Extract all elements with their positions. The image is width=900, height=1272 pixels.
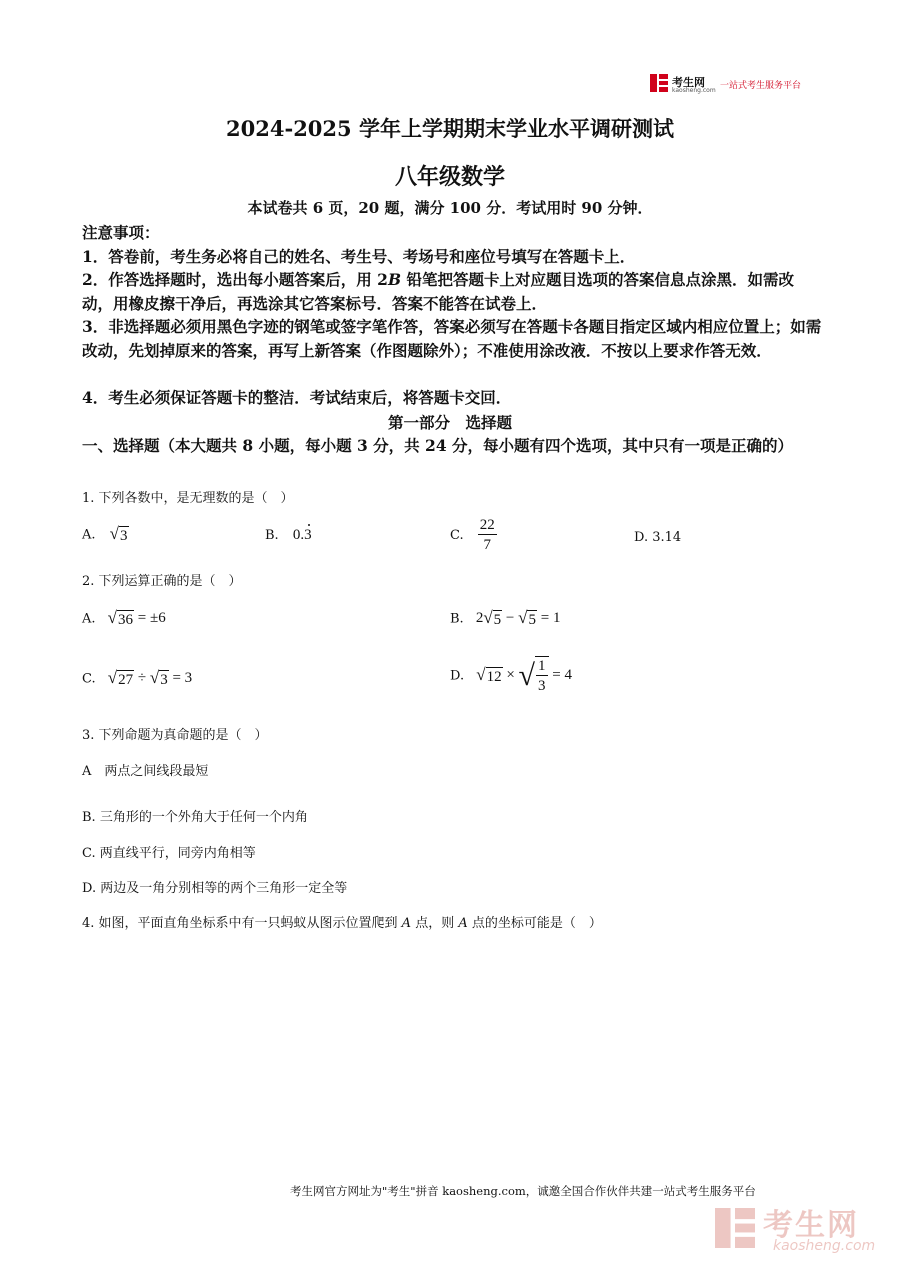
kaosheng-logo-icon: [650, 74, 668, 92]
sqrt-icon: √: [149, 668, 160, 687]
q2-a-radical: [108, 609, 134, 629]
note-2-pencil-letter: B: [387, 270, 402, 289]
note-3: 3．非选择题必须用黑色字迹的钢笔或签字笔作答，答案必须写在答题卡各题目指定区域内相应位置上；如需改动，先划掉原来的答案，再写上新答案（作图题除外）；不准使用涂改液．不按以上要求作答无效．: [82, 317, 822, 360]
q2-c-expr: [108, 670, 192, 686]
note-2-part-a: 2．作答选择题时，选出每小题答案后，用 2: [82, 270, 388, 289]
watermark: [715, 1200, 885, 1256]
q2-d-radicand: 12: [486, 669, 502, 685]
q2-d-times: ×: [502, 667, 519, 684]
q2-option-d: [450, 655, 572, 697]
q1-option-c: [450, 516, 497, 555]
logo-name: 考生网: [672, 76, 705, 89]
q1-stem: 1. 下列各数中，是无理数的是（ ）: [82, 491, 294, 506]
q2-d-frac-radicand: [535, 656, 549, 697]
q3-option-a: A 两点之间线段最短: [82, 764, 209, 779]
q2-c-radicand-2: 3: [160, 672, 168, 688]
note-4: 4．考生必须保证答题卡的整洁．考试结束后，将答题卡交回．: [82, 388, 512, 407]
q4-point-a-2: A: [458, 916, 468, 931]
q2-d-radical: [476, 666, 502, 686]
notes-heading: 注意事项：: [82, 223, 160, 242]
q1-option-d: D. 3.14: [634, 530, 682, 545]
q1-c-label: C.: [450, 528, 464, 543]
sqrt-icon: √: [107, 608, 118, 627]
q2-d-frac-radical: [519, 655, 549, 697]
kaosheng-watermark-icon: [715, 1206, 755, 1250]
q2-c-radical-2: [150, 669, 169, 689]
q4-text-1: 4. 如图，平面直角坐标系中有一只蚂蚁从图示位置爬到: [82, 916, 402, 931]
logo-url: kaosheng.com: [672, 87, 716, 94]
q2-b-label: B.: [450, 611, 464, 627]
note-2-part-c: 铅笔把答题卡上对应题目选项的答案信息点涂黑．如需改动，用橡皮擦干净后，再选涂其它答案标号．答案不能答在试卷上．: [82, 270, 794, 313]
exam-title: 2024-2025 学年上学期期末学业水平调研测试: [226, 116, 674, 141]
note-1: 1．答卷前，考生务必将自己的姓名、考生号、考场号和座位号填写在答题卡上．: [82, 247, 636, 266]
q2-c-div: ÷: [134, 670, 150, 687]
q2-b-minus: −: [502, 610, 519, 627]
q3-option-c: C. 两直线平行，同旁内角相等: [82, 846, 256, 861]
q1-b-int: 0.: [292, 527, 305, 543]
sqrt-icon: √: [518, 608, 528, 627]
footer-text: 考生网官方网址为"考生"拼音 kaosheng.com，诚邀全国合作伙伴共建一站式考生服务平台: [290, 1184, 756, 1198]
q1-c-numerator: 22: [479, 517, 495, 533]
q2-b-rest: = 1: [536, 610, 561, 627]
q2-d-expr: [476, 658, 572, 694]
q2-option-c: [82, 669, 192, 689]
q2-a-label: A.: [82, 611, 96, 627]
q1-a-radicand: 3: [120, 528, 128, 544]
logo-slogan: 一站式考生服务平台: [720, 81, 802, 91]
watermark-url: kaosheng.com: [773, 1238, 876, 1254]
q2-b-radicand-2: 5: [528, 612, 536, 628]
sqrt-icon: √: [107, 668, 118, 687]
part-1-heading: 第一部分 选择题: [387, 413, 512, 432]
q1-option-b: [265, 527, 312, 544]
watermark-name: 考生网: [763, 1208, 859, 1243]
q3-stem: 3. 下列命题为真命题的是（ ）: [82, 728, 268, 743]
q2-d-label: D.: [450, 668, 465, 684]
q4-text-2: 点，则: [411, 916, 459, 931]
q4-text-3: 点的坐标可能是（ ）: [467, 916, 602, 931]
sqrt-icon: √: [483, 608, 493, 627]
q3-option-b: B. 三角形的一个外角大于任何一个内角: [82, 810, 308, 825]
q2-b-radical-1: [483, 609, 502, 629]
q1-option-a: [82, 525, 129, 545]
q2-c-radical-1: [108, 669, 134, 689]
q1-c-denominator: 7: [483, 537, 492, 553]
q2-a-radicand: 36: [118, 612, 134, 628]
q1-b-repeating-digit: 3: [304, 527, 312, 543]
q3-option-d: D. 两边及一角分别相等的两个三角形一定全等: [82, 881, 348, 896]
sqrt-icon: √: [109, 524, 120, 543]
q2-d-fraction: [536, 657, 548, 696]
q1-b-value: [293, 527, 312, 543]
q4-stem: [82, 912, 602, 931]
q2-a-rest: = ±6: [134, 610, 166, 627]
q2-b-expr: [476, 610, 561, 626]
q2-d-numerator: 1: [538, 658, 546, 674]
q1-a-radical: [110, 525, 129, 545]
q1-c-fraction: [478, 516, 497, 555]
header-logo: [650, 74, 830, 96]
q2-option-b: [450, 609, 560, 629]
q1-a-label: A.: [82, 527, 96, 543]
q2-c-radicand-1: 27: [118, 672, 134, 688]
sqrt-icon: √: [518, 659, 536, 692]
q2-stem: 2. 下列运算正确的是（ ）: [82, 574, 242, 589]
q2-b-coef: 2: [475, 610, 484, 627]
q2-a-expr: [108, 610, 166, 626]
q2-c-label: C.: [82, 671, 96, 687]
exam-info: 本试卷共 6 页，20 题，满分 100 分．考试用时 90 分钟．: [247, 199, 653, 217]
q2-c-rest: = 3: [168, 670, 193, 687]
q2-d-denominator: 3: [538, 678, 546, 694]
q2-d-rest: = 4: [548, 667, 572, 684]
q1-b-label: B.: [265, 528, 279, 543]
q2-b-radical-2: [518, 609, 537, 629]
exam-subtitle: 八年级数学: [394, 164, 505, 190]
q2-option-a: [82, 609, 166, 629]
sqrt-icon: √: [476, 665, 486, 684]
note-2: [82, 268, 822, 315]
q2-b-radicand-1: 5: [493, 612, 502, 628]
section-1-heading: 一、选择题（本大题共 8 小题，每小题 3 分，共 24 分，每小题有四个选项，其中只有一项是正确的）: [82, 436, 794, 455]
q4-point-a-1: A: [401, 916, 412, 931]
